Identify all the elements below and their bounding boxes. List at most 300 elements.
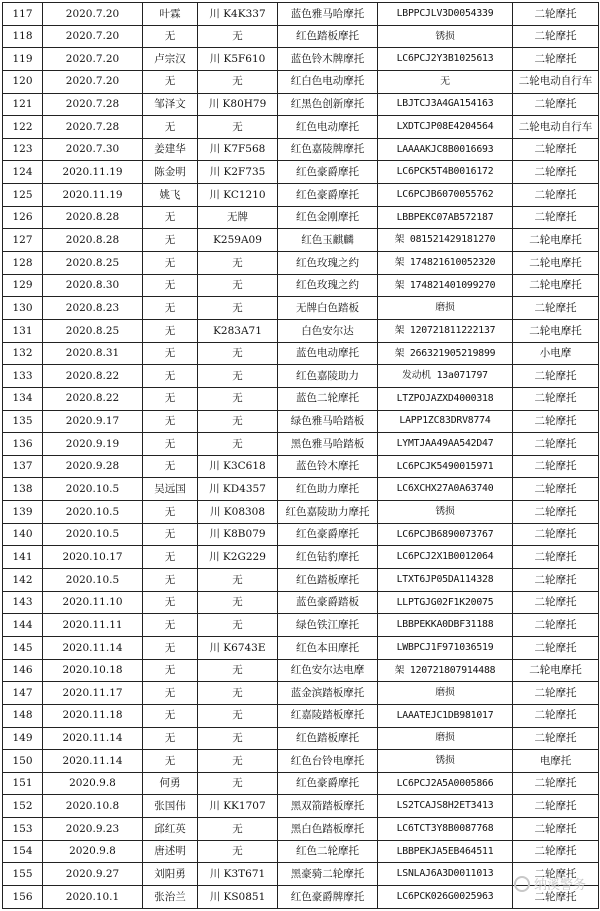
vin-or-frame-cell: LSNLAJ6A3D0011013 — [378, 863, 513, 886]
vin-or-frame-cell: LC6PCJK5490015971 — [378, 455, 513, 478]
vehicle-description-cell: 红色豪爵摩托 — [278, 161, 378, 184]
vehicle-description-cell: 红色金刚摩托 — [278, 206, 378, 229]
vin-or-frame-cell: LLPTGJG02F1K20075 — [378, 591, 513, 614]
vehicle-description-cell: 红色踏板摩托 — [278, 25, 378, 48]
row-number-cell: 152 — [3, 795, 43, 818]
vehicle-description-cell: 红嘉陵踏板摩托 — [278, 704, 378, 727]
plate-number-cell: K259A09 — [198, 229, 278, 252]
row-number-cell: 154 — [3, 840, 43, 863]
date-cell: 2020.7.28 — [43, 93, 143, 116]
owner-name-cell: 无 — [143, 410, 198, 433]
plate-number-cell: 无 — [198, 659, 278, 682]
vehicle-type-cell: 二轮摩托 — [513, 138, 599, 161]
plate-number-cell: 川 KK1707 — [198, 795, 278, 818]
plate-number-cell: 无 — [198, 433, 278, 456]
plate-number-cell: 无 — [198, 840, 278, 863]
watermark-text: 纳溪警务 — [533, 878, 586, 893]
table-row — [3, 546, 599, 569]
date-cell: 2020.8.31 — [43, 342, 143, 365]
date-cell: 2020.11.17 — [43, 682, 143, 705]
date-cell: 2020.10.5 — [43, 501, 143, 524]
row-number-cell: 135 — [3, 410, 43, 433]
row-number-cell: 155 — [3, 863, 43, 886]
table-row — [3, 636, 599, 659]
row-number-cell: 156 — [3, 885, 43, 908]
row-number-cell: 122 — [3, 116, 43, 139]
owner-name-cell: 张国伟 — [143, 795, 198, 818]
date-cell: 2020.8.28 — [43, 206, 143, 229]
vin-or-frame-cell: LWBPCJ1F971036519 — [378, 636, 513, 659]
table-row — [3, 591, 599, 614]
vehicle-type-cell: 二轮摩托 — [513, 569, 599, 592]
vehicle-description-cell: 红色嘉陵助力摩托 — [278, 501, 378, 524]
row-number-cell: 117 — [3, 3, 43, 26]
date-cell: 2020.7.20 — [43, 3, 143, 26]
date-cell: 2020.9.28 — [43, 455, 143, 478]
vin-or-frame-cell: 发动机 13a071797 — [378, 365, 513, 388]
vin-or-frame-cell: 磨损 — [378, 682, 513, 705]
vehicle-description-cell: 红色豪爵摩托 — [278, 523, 378, 546]
vehicle-type-cell: 二轮摩托 — [513, 727, 599, 750]
date-cell: 2020.7.28 — [43, 116, 143, 139]
vehicle-type-cell: 二轮摩托 — [513, 840, 599, 863]
owner-name-cell: 无 — [143, 365, 198, 388]
owner-name-cell: 无 — [143, 523, 198, 546]
row-number-cell: 147 — [3, 682, 43, 705]
vehicle-type-cell: 二轮摩托 — [513, 818, 599, 841]
date-cell: 2020.10.5 — [43, 523, 143, 546]
table-row — [3, 297, 599, 320]
owner-name-cell: 何勇 — [143, 772, 198, 795]
owner-name-cell: 邱红英 — [143, 818, 198, 841]
vehicle-table — [2, 2, 599, 909]
vin-or-frame-cell: 无 — [378, 70, 513, 93]
row-number-cell: 150 — [3, 750, 43, 773]
row-number-cell: 126 — [3, 206, 43, 229]
vehicle-type-cell: 二轮摩托 — [513, 885, 599, 908]
plate-number-cell: 川 KC1210 — [198, 184, 278, 207]
vehicle-description-cell: 红色豪爵摩托 — [278, 184, 378, 207]
plate-number-cell: 川 K3T671 — [198, 863, 278, 886]
vin-or-frame-cell: 锈损 — [378, 25, 513, 48]
table-row — [3, 682, 599, 705]
table-row — [3, 569, 599, 592]
row-number-cell: 136 — [3, 433, 43, 456]
plate-number-cell: 无 — [198, 25, 278, 48]
table-row — [3, 501, 599, 524]
owner-name-cell: 唐述明 — [143, 840, 198, 863]
row-number-cell: 144 — [3, 614, 43, 637]
plate-number-cell: 无 — [198, 274, 278, 297]
vin-or-frame-cell: 架 081521429181270 — [378, 229, 513, 252]
vehicle-type-cell: 二轮摩托 — [513, 682, 599, 705]
owner-name-cell: 无 — [143, 387, 198, 410]
vin-or-frame-cell: 架 174821401099270 — [378, 274, 513, 297]
date-cell: 2020.7.30 — [43, 138, 143, 161]
row-number-cell: 130 — [3, 297, 43, 320]
vehicle-description-cell: 红色玫瑰之约 — [278, 252, 378, 275]
owner-name-cell: 无 — [143, 116, 198, 139]
vehicle-type-cell: 二轮摩托 — [513, 636, 599, 659]
table-row — [3, 70, 599, 93]
table-row — [3, 138, 599, 161]
vehicle-description-cell: 红黑色创新摩托 — [278, 93, 378, 116]
vehicle-type-cell: 二轮摩托 — [513, 704, 599, 727]
table-row — [3, 274, 599, 297]
date-cell: 2020.7.20 — [43, 25, 143, 48]
owner-name-cell: 卢宗汉 — [143, 48, 198, 71]
vehicle-type-cell: 二轮摩托 — [513, 795, 599, 818]
row-number-cell: 132 — [3, 342, 43, 365]
vehicle-description-cell: 红色安尔达电摩 — [278, 659, 378, 682]
date-cell: 2020.9.19 — [43, 433, 143, 456]
vehicle-type-cell: 二轮摩托 — [513, 863, 599, 886]
table-row — [3, 206, 599, 229]
row-number-cell: 119 — [3, 48, 43, 71]
vehicle-type-cell: 二轮摩托 — [513, 206, 599, 229]
date-cell: 2020.8.25 — [43, 252, 143, 275]
vehicle-type-cell: 二轮摩托 — [513, 93, 599, 116]
table-row — [3, 772, 599, 795]
vehicle-type-cell: 小电摩 — [513, 342, 599, 365]
vehicle-type-cell: 二轮摩托 — [513, 387, 599, 410]
date-cell: 2020.11.19 — [43, 184, 143, 207]
date-cell: 2020.10.17 — [43, 546, 143, 569]
owner-name-cell: 陈金明 — [143, 161, 198, 184]
vehicle-description-cell: 绿色雅马哈踏板 — [278, 410, 378, 433]
plate-number-cell: 无 — [198, 387, 278, 410]
vehicle-description-cell: 红色电动摩托 — [278, 116, 378, 139]
date-cell: 2020.9.8 — [43, 840, 143, 863]
plate-number-cell: 无牌 — [198, 206, 278, 229]
owner-name-cell: 无 — [143, 569, 198, 592]
vin-or-frame-cell: 磨损 — [378, 297, 513, 320]
table-row — [3, 116, 599, 139]
vin-or-frame-cell: LC6PCJ2Y3B1025613 — [378, 48, 513, 71]
vehicle-description-cell: 蓝色豪爵踏板 — [278, 591, 378, 614]
plate-number-cell: 川 K7F568 — [198, 138, 278, 161]
row-number-cell: 146 — [3, 659, 43, 682]
table-row — [3, 840, 599, 863]
plate-number-cell: 川 K2G229 — [198, 546, 278, 569]
table-row — [3, 885, 599, 908]
vehicle-description-cell: 红色助力摩托 — [278, 478, 378, 501]
row-number-cell: 151 — [3, 772, 43, 795]
owner-name-cell: 无 — [143, 659, 198, 682]
vehicle-type-cell: 二轮电摩托 — [513, 252, 599, 275]
vin-or-frame-cell: LBBPEKJA5EB464511 — [378, 840, 513, 863]
vehicle-description-cell: 红色豪爵摩托 — [278, 772, 378, 795]
table-row — [3, 161, 599, 184]
owner-name-cell: 无 — [143, 433, 198, 456]
row-number-cell: 143 — [3, 591, 43, 614]
row-number-cell: 125 — [3, 184, 43, 207]
date-cell: 2020.11.14 — [43, 750, 143, 773]
table-row — [3, 365, 599, 388]
row-number-cell: 137 — [3, 455, 43, 478]
vin-or-frame-cell: LC6PCK026G0025963 — [378, 885, 513, 908]
vehicle-description-cell: 红色本田摩托 — [278, 636, 378, 659]
plate-number-cell: 川 K6743E — [198, 636, 278, 659]
row-number-cell: 120 — [3, 70, 43, 93]
row-number-cell: 123 — [3, 138, 43, 161]
plate-number-cell: 无 — [198, 727, 278, 750]
owner-name-cell: 无 — [143, 591, 198, 614]
table-row — [3, 433, 599, 456]
vehicle-description-cell: 红色二轮摩托 — [278, 840, 378, 863]
plate-number-cell: 无 — [198, 591, 278, 614]
date-cell: 2020.11.14 — [43, 727, 143, 750]
vehicle-type-cell: 二轮摩托 — [513, 478, 599, 501]
vehicle-type-cell: 二轮摩托 — [513, 25, 599, 48]
date-cell: 2020.8.28 — [43, 229, 143, 252]
vin-or-frame-cell: 架 266321905219899 — [378, 342, 513, 365]
table-row — [3, 727, 599, 750]
table-row — [3, 795, 599, 818]
table-row — [3, 478, 599, 501]
row-number-cell: 153 — [3, 818, 43, 841]
table-row — [3, 93, 599, 116]
vehicle-description-cell: 红色嘉陵助力 — [278, 365, 378, 388]
plate-number-cell: 无 — [198, 772, 278, 795]
owner-name-cell: 无 — [143, 636, 198, 659]
vehicle-description-cell: 黑双箭踏板摩托 — [278, 795, 378, 818]
row-number-cell: 139 — [3, 501, 43, 524]
plate-number-cell: 无 — [198, 116, 278, 139]
vin-or-frame-cell: 架 174821610052320 — [378, 252, 513, 275]
owner-name-cell: 无 — [143, 229, 198, 252]
vehicle-description-cell: 蓝色二轮摩托 — [278, 387, 378, 410]
vehicle-description-cell: 红色踏板摩托 — [278, 727, 378, 750]
owner-name-cell: 无 — [143, 501, 198, 524]
vehicle-type-cell: 二轮摩托 — [513, 433, 599, 456]
owner-name-cell: 无 — [143, 704, 198, 727]
row-number-cell: 141 — [3, 546, 43, 569]
vin-or-frame-cell: 架 120721807914488 — [378, 659, 513, 682]
vehicle-type-cell: 二轮电摩托 — [513, 319, 599, 342]
plate-number-cell: 川 K80H79 — [198, 93, 278, 116]
owner-name-cell: 姜建华 — [143, 138, 198, 161]
date-cell: 2020.11.11 — [43, 614, 143, 637]
row-number-cell: 149 — [3, 727, 43, 750]
date-cell: 2020.9.27 — [43, 863, 143, 886]
vin-or-frame-cell: LC6TCT3Y8B0087768 — [378, 818, 513, 841]
table-row — [3, 614, 599, 637]
owner-name-cell: 无 — [143, 252, 198, 275]
vehicle-type-cell: 二轮电动自行车 — [513, 116, 599, 139]
owner-name-cell: 叶霖 — [143, 3, 198, 26]
row-number-cell: 124 — [3, 161, 43, 184]
row-number-cell: 128 — [3, 252, 43, 275]
vin-or-frame-cell: LC6XCHX27A0A63740 — [378, 478, 513, 501]
date-cell: 2020.10.1 — [43, 885, 143, 908]
plate-number-cell: 无 — [198, 818, 278, 841]
plate-number-cell: 无 — [198, 614, 278, 637]
row-number-cell: 148 — [3, 704, 43, 727]
plate-number-cell: 无 — [198, 569, 278, 592]
date-cell: 2020.9.17 — [43, 410, 143, 433]
vehicle-description-cell: 蓝色铃木牌摩托 — [278, 48, 378, 71]
date-cell: 2020.11.18 — [43, 704, 143, 727]
date-cell: 2020.7.20 — [43, 70, 143, 93]
row-number-cell: 138 — [3, 478, 43, 501]
vehicle-type-cell: 二轮摩托 — [513, 772, 599, 795]
vin-or-frame-cell: LC6PCJB6890073767 — [378, 523, 513, 546]
vehicle-description-cell: 蓝色雅马哈摩托 — [278, 3, 378, 26]
table-row — [3, 48, 599, 71]
vehicle-type-cell: 二轮摩托 — [513, 455, 599, 478]
row-number-cell: 145 — [3, 636, 43, 659]
plate-number-cell: 无 — [198, 297, 278, 320]
vehicle-type-cell: 二轮电动自行车 — [513, 70, 599, 93]
table-row — [3, 319, 599, 342]
date-cell: 2020.11.19 — [43, 161, 143, 184]
vehicle-description-cell: 蓝金滨踏板摩托 — [278, 682, 378, 705]
vehicle-description-cell: 蓝色电动摩托 — [278, 342, 378, 365]
plate-number-cell: 无 — [198, 410, 278, 433]
vehicle-description-cell: 白色安尔达 — [278, 319, 378, 342]
vehicle-type-cell: 二轮摩托 — [513, 365, 599, 388]
owner-name-cell: 吴远国 — [143, 478, 198, 501]
date-cell: 2020.8.22 — [43, 387, 143, 410]
vin-or-frame-cell: LAPP1ZC83DRV8774 — [378, 410, 513, 433]
owner-name-cell: 邹泽文 — [143, 93, 198, 116]
table-row — [3, 659, 599, 682]
vehicle-type-cell: 二轮摩托 — [513, 3, 599, 26]
vin-or-frame-cell: LAAATEJC1DB981017 — [378, 704, 513, 727]
plate-number-cell: 川 K3C618 — [198, 455, 278, 478]
date-cell: 2020.8.23 — [43, 297, 143, 320]
date-cell: 2020.8.25 — [43, 319, 143, 342]
owner-name-cell: 无 — [143, 206, 198, 229]
row-number-cell: 134 — [3, 387, 43, 410]
vehicle-description-cell: 红色台铃电摩托 — [278, 750, 378, 773]
owner-name-cell: 无 — [143, 70, 198, 93]
table-row — [3, 750, 599, 773]
vin-or-frame-cell: 架 120721811222137 — [378, 319, 513, 342]
vehicle-description-cell: 蓝色铃木摩托 — [278, 455, 378, 478]
date-cell: 2020.11.10 — [43, 591, 143, 614]
plate-number-cell: K283A71 — [198, 319, 278, 342]
date-cell: 2020.10.5 — [43, 478, 143, 501]
vehicle-type-cell: 二轮摩托 — [513, 410, 599, 433]
plate-number-cell: 川 KD4357 — [198, 478, 278, 501]
vehicle-type-cell: 二轮摩托 — [513, 546, 599, 569]
table-body — [3, 3, 599, 909]
vehicle-type-cell: 二轮摩托 — [513, 523, 599, 546]
owner-name-cell: 无 — [143, 319, 198, 342]
vehicle-type-cell: 二轮摩托 — [513, 161, 599, 184]
plate-number-cell: 川 K5F610 — [198, 48, 278, 71]
vehicle-type-cell: 二轮摩托 — [513, 614, 599, 637]
vehicle-description-cell: 黑色雅马哈踏板 — [278, 433, 378, 456]
owner-name-cell: 无 — [143, 682, 198, 705]
row-number-cell: 121 — [3, 93, 43, 116]
owner-name-cell: 无 — [143, 274, 198, 297]
table-row — [3, 3, 599, 26]
row-number-cell: 118 — [3, 25, 43, 48]
plate-number-cell: 无 — [198, 70, 278, 93]
vin-or-frame-cell: LBBPEKC07AB572187 — [378, 206, 513, 229]
vehicle-description-cell: 黑白色踏板摩托 — [278, 818, 378, 841]
plate-number-cell: 川 KS0851 — [198, 885, 278, 908]
table-row — [3, 342, 599, 365]
vehicle-type-cell: 二轮电摩托 — [513, 274, 599, 297]
table-row — [3, 704, 599, 727]
plate-number-cell: 无 — [198, 342, 278, 365]
vehicle-type-cell: 二轮摩托 — [513, 591, 599, 614]
date-cell: 2020.8.22 — [43, 365, 143, 388]
row-number-cell: 140 — [3, 523, 43, 546]
date-cell: 2020.9.8 — [43, 772, 143, 795]
table-row — [3, 523, 599, 546]
vin-or-frame-cell: LBPPCJLV3D0054339 — [378, 3, 513, 26]
owner-name-cell: 无 — [143, 614, 198, 637]
owner-name-cell: 无 — [143, 727, 198, 750]
vehicle-description-cell: 红色嘉陵牌摩托 — [278, 138, 378, 161]
vehicle-description-cell: 红色豪爵牌摩托 — [278, 885, 378, 908]
date-cell: 2020.10.8 — [43, 795, 143, 818]
vin-or-frame-cell: LC6PCK5T4B0016172 — [378, 161, 513, 184]
row-number-cell: 129 — [3, 274, 43, 297]
owner-name-cell: 无 — [143, 297, 198, 320]
owner-name-cell: 姚飞 — [143, 184, 198, 207]
plate-number-cell: 川 K8B079 — [198, 523, 278, 546]
date-cell: 2020.10.5 — [43, 569, 143, 592]
table-row — [3, 229, 599, 252]
plate-number-cell: 无 — [198, 365, 278, 388]
table-row — [3, 387, 599, 410]
plate-number-cell: 无 — [198, 750, 278, 773]
date-cell: 2020.10.18 — [43, 659, 143, 682]
table-row — [3, 25, 599, 48]
vin-or-frame-cell: 锈损 — [378, 750, 513, 773]
vehicle-description-cell: 红色钻豹摩托 — [278, 546, 378, 569]
vehicle-description-cell: 红白色电动摩托 — [278, 70, 378, 93]
date-cell: 2020.8.30 — [43, 274, 143, 297]
vehicle-type-cell: 电摩托 — [513, 750, 599, 773]
row-number-cell: 133 — [3, 365, 43, 388]
vin-or-frame-cell: 锈损 — [378, 501, 513, 524]
vin-or-frame-cell: 磨损 — [378, 727, 513, 750]
vin-or-frame-cell: LC6PCJB6070055762 — [378, 184, 513, 207]
vehicle-description-cell: 无牌白色踏板 — [278, 297, 378, 320]
vin-or-frame-cell: LC6PCJ2A5A0005866 — [378, 772, 513, 795]
vin-or-frame-cell: LBJTCJ3A4GA154163 — [378, 93, 513, 116]
table-row — [3, 252, 599, 275]
vehicle-description-cell: 黑豪骑二轮摩托 — [278, 863, 378, 886]
vehicle-description-cell: 红色踏板摩托 — [278, 569, 378, 592]
owner-name-cell: 无 — [143, 546, 198, 569]
plate-number-cell: 无 — [198, 682, 278, 705]
vehicle-type-cell: 二轮电摩托 — [513, 229, 599, 252]
vin-or-frame-cell: LAAAAKJC8B0016693 — [378, 138, 513, 161]
vehicle-type-cell: 二轮摩托 — [513, 297, 599, 320]
table-row — [3, 410, 599, 433]
plate-number-cell: 川 K08308 — [198, 501, 278, 524]
owner-name-cell: 无 — [143, 342, 198, 365]
date-cell: 2020.7.20 — [43, 48, 143, 71]
vin-or-frame-cell: LS2TCAJS8H2ET3413 — [378, 795, 513, 818]
date-cell: 2020.11.14 — [43, 636, 143, 659]
owner-name-cell: 无 — [143, 750, 198, 773]
row-number-cell: 131 — [3, 319, 43, 342]
vin-or-frame-cell: LTZPOJAZXD4000318 — [378, 387, 513, 410]
row-number-cell: 127 — [3, 229, 43, 252]
vehicle-description-cell: 绿色铁江摩托 — [278, 614, 378, 637]
vehicle-description-cell: 红色玫瑰之约 — [278, 274, 378, 297]
owner-name-cell: 无 — [143, 455, 198, 478]
